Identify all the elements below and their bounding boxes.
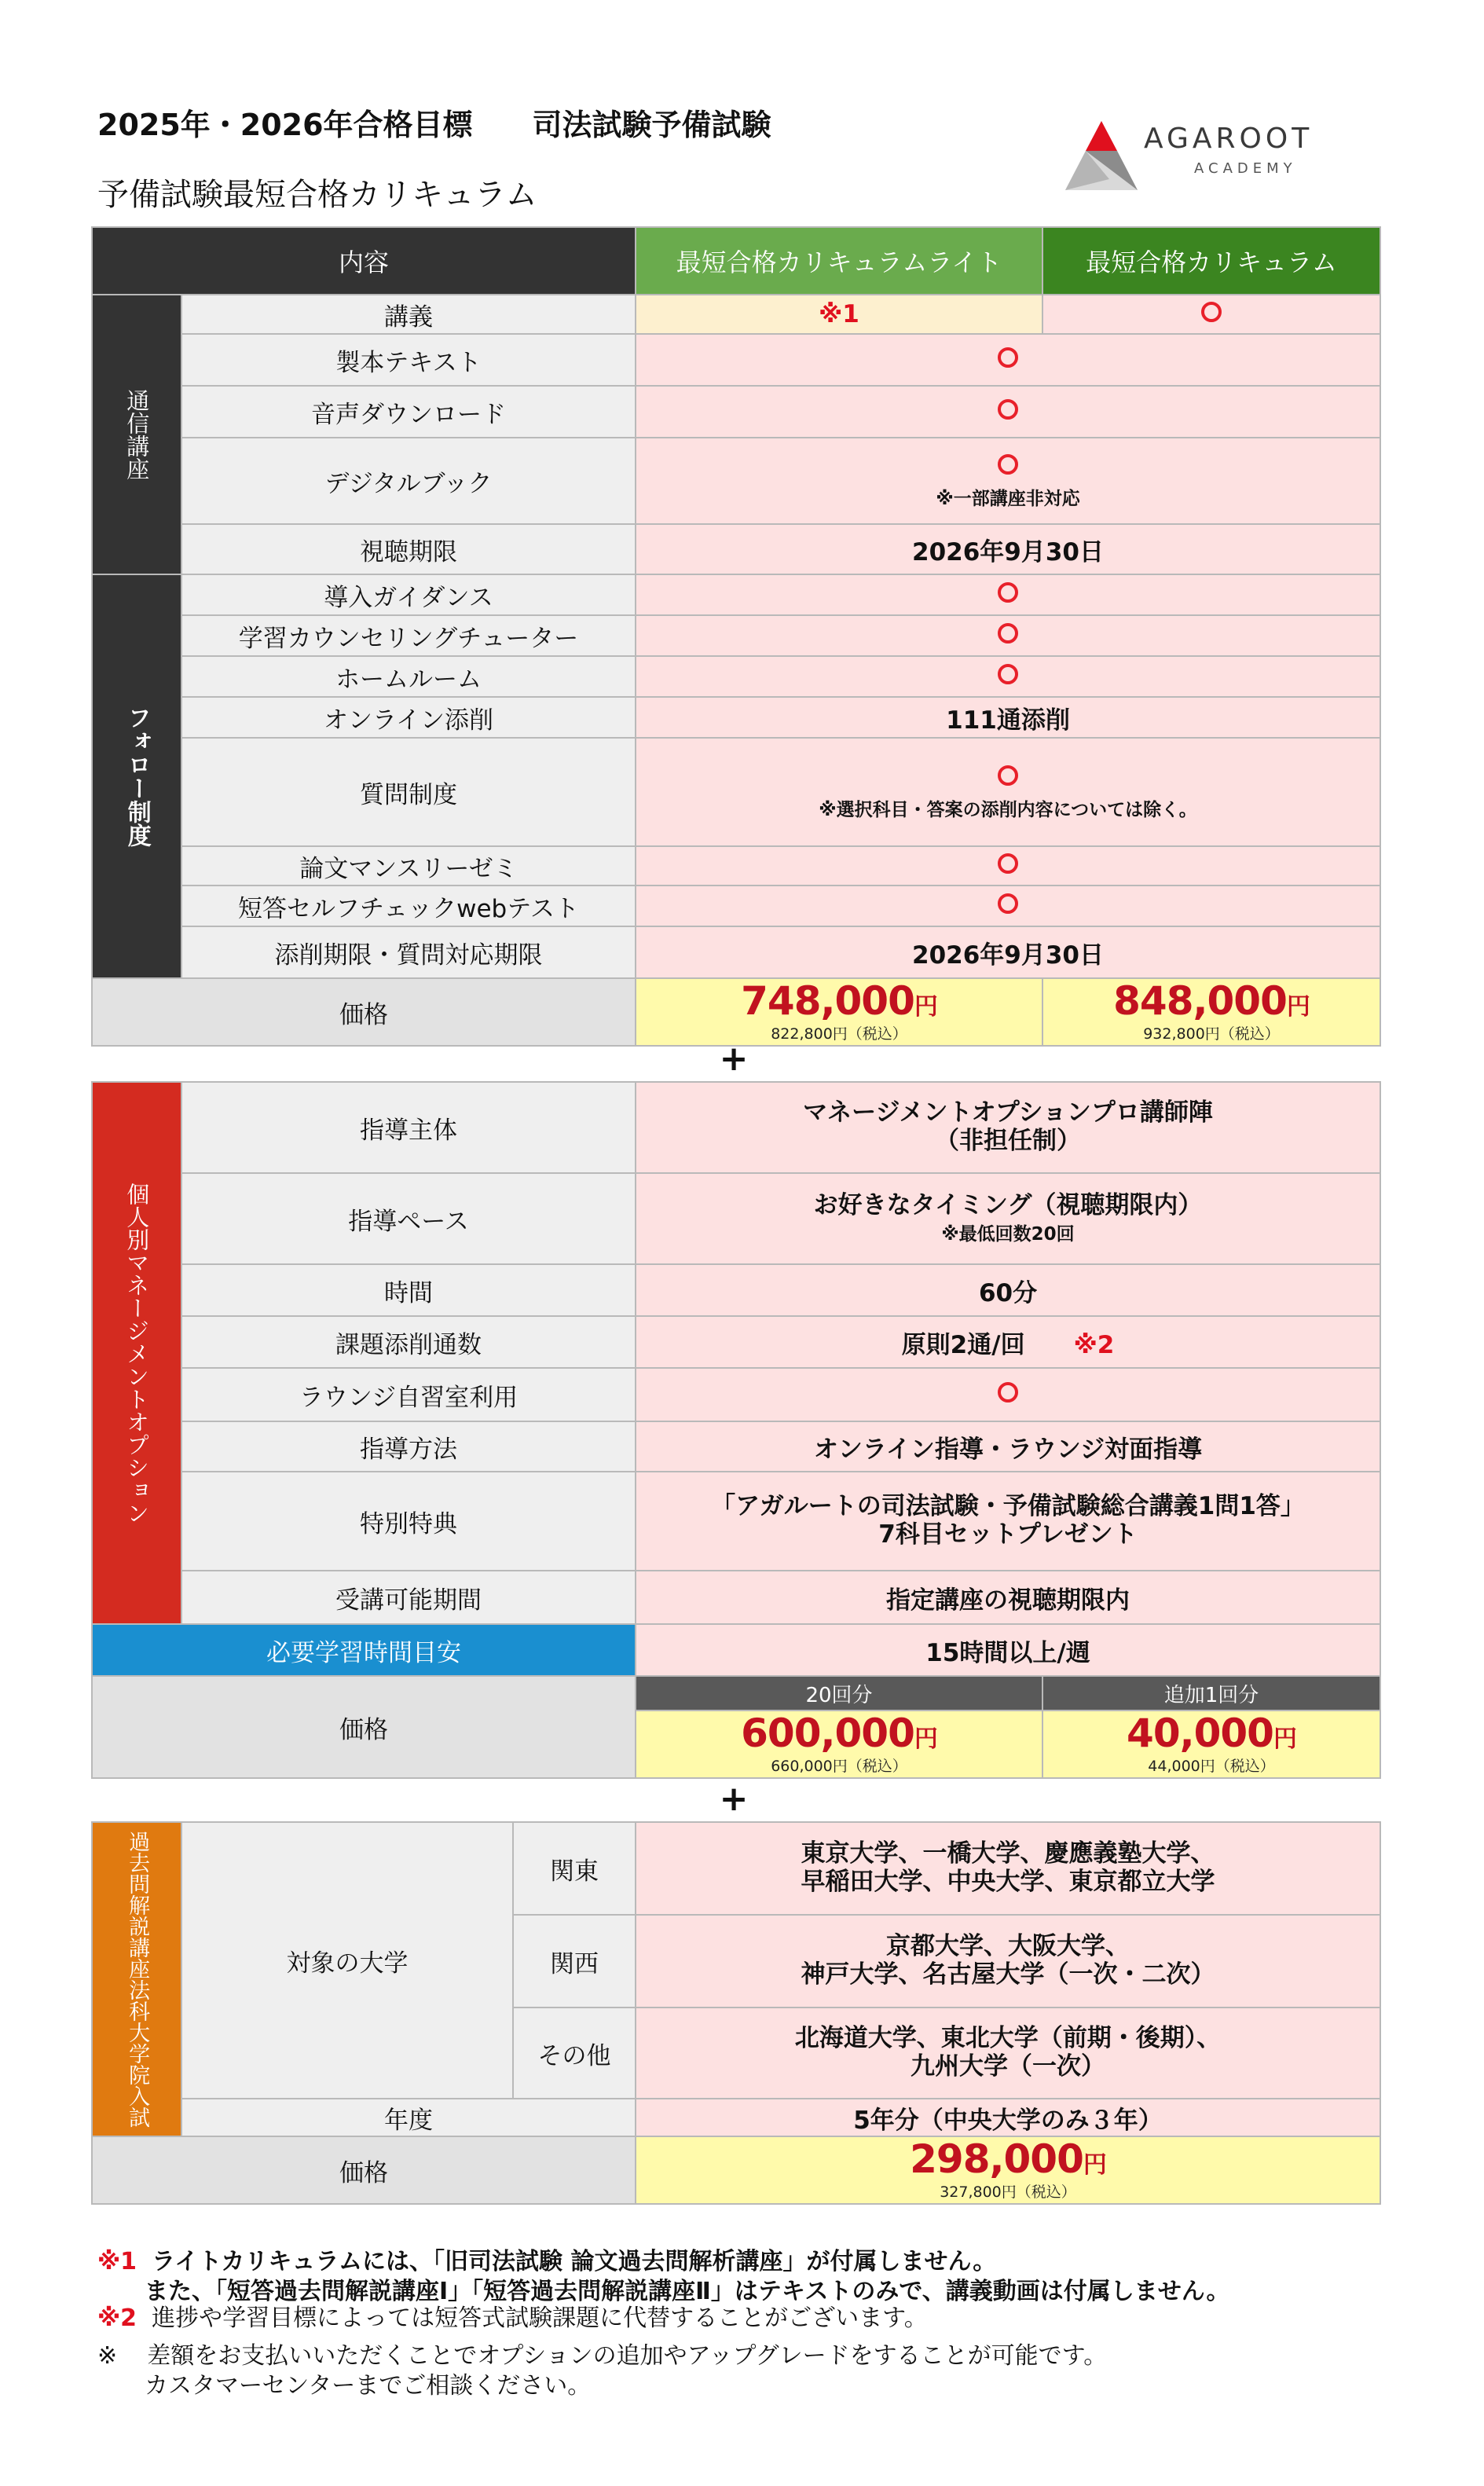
circle-icon	[998, 399, 1018, 420]
header-content: 内容	[92, 227, 636, 295]
view-period-value: 2026年9月30日	[636, 524, 1380, 574]
study-time-label: 必要学習時間目安	[92, 1624, 636, 1676]
row-homeroom-label: ホームルーム	[181, 656, 636, 697]
price2-b: 40,000円 44,000円（税込）	[1042, 1710, 1380, 1778]
time-value: 60分	[636, 1264, 1380, 1316]
row-time-label: 時間	[181, 1264, 636, 1316]
group-follow: フォロー制度	[92, 574, 181, 978]
price2-col-b: 追加1回分	[1042, 1676, 1380, 1710]
year-value: 5年分（中央大学のみ３年）	[636, 2099, 1380, 2136]
kanto-value: 東京大学、一橋大学、慶應義塾大学、 早稲田大学、中央大学、東京都立大学	[636, 1822, 1380, 1915]
circle-icon	[998, 582, 1018, 603]
deadline-value: 2026年9月30日	[636, 926, 1380, 978]
header-light-plan: 最短合格カリキュラムライト	[636, 227, 1042, 295]
logo-sub: ACADEMY	[1194, 160, 1297, 177]
textbook-value	[636, 334, 1380, 386]
row-period-label: 受講可能期間	[181, 1571, 636, 1624]
bonus-value: 「アガルートの司法試験・予備試験総合講義1問1答」 7科目セットプレゼント	[636, 1472, 1380, 1571]
monthly-value	[636, 846, 1380, 886]
page-title: 2025年・2026年合格目標 司法試験予備試験	[97, 108, 771, 142]
row-deadline-label: 添削期限・質問対応期限	[181, 926, 636, 978]
plus-sign: +	[719, 1039, 749, 1079]
online-value: 111通添削	[636, 697, 1380, 738]
other-value: 北海道大学、東北大学（前期・後期）、 九州大学（一次）	[636, 2008, 1380, 2099]
page-subtitle: 予備試験最短合格カリキュラム	[97, 177, 537, 213]
logo	[1062, 116, 1392, 195]
logo-name: AGAROOT	[1144, 123, 1314, 155]
kansai-value: 京都大学、大阪大学、 神戸大学、名古屋大学（一次・二次）	[636, 1915, 1380, 2008]
footnote-2: ※2 進捗や学習目標によっては短答式試験課題に代替することがございます。	[97, 2304, 928, 2332]
triangle-logo-icon	[1062, 116, 1141, 195]
method-value: オンライン指導・ラウンジ対面指導	[636, 1421, 1380, 1472]
price-full: 848,000円 932,800円（税込）	[1042, 978, 1380, 1046]
row-year-label: 年度	[181, 2099, 636, 2136]
row-method-label: 指導方法	[181, 1421, 636, 1472]
group-management: 個人別マネージメントオプション	[92, 1082, 181, 1624]
row-digital-label: デジタルブック	[181, 438, 636, 524]
row-audio-label: 音声ダウンロード	[181, 386, 636, 438]
study-time-value: 15時間以上/週	[636, 1624, 1380, 1676]
row-question-label: 質問制度	[181, 738, 636, 846]
row-textbook-label: 製本テキスト	[181, 334, 636, 386]
lecture-light-note: ※1	[636, 295, 1042, 334]
assign-value: 原則2通/回 ※2	[636, 1316, 1380, 1368]
target-university-label: 対象の大学	[181, 1822, 513, 2099]
pace-value: お好きなタイミング（視聴期限内） ※最低回数20回	[636, 1173, 1380, 1264]
guidance-value	[636, 574, 1380, 615]
header-full-plan: 最短合格カリキュラム	[1042, 227, 1380, 295]
price2-label: 価格	[92, 1676, 636, 1778]
lounge-value	[636, 1368, 1380, 1421]
price-label: 価格	[92, 978, 636, 1046]
row-assign-label: 課題添削通数	[181, 1316, 636, 1368]
price2-a: 600,000円 660,000円（税込）	[636, 1710, 1042, 1778]
circle-icon	[1201, 302, 1222, 322]
circle-icon	[998, 1382, 1018, 1402]
row-leader-label: 指導主体	[181, 1082, 636, 1173]
row-lounge-label: ラウンジ自習室利用	[181, 1368, 636, 1421]
row-pace-label: 指導ペース	[181, 1173, 636, 1264]
lecture-full-value	[1042, 295, 1380, 334]
circle-icon	[998, 347, 1018, 368]
question-value: ※選択科目・答案の添削内容については除く。	[636, 738, 1380, 846]
price3-value: 298,000円 327,800円（税込）	[636, 2136, 1380, 2204]
row-monthly-label: 論文マンスリーゼミ	[181, 846, 636, 886]
region-kansai-label: 関西	[513, 1915, 636, 2008]
group-correspondence: 通信講座	[92, 295, 181, 574]
circle-icon	[998, 853, 1018, 874]
counseling-value	[636, 615, 1380, 656]
row-selfcheck-label: 短答セルフチェックwebテスト	[181, 886, 636, 926]
footnote-1: ※1 ライトカリキュラムには、「旧司法試験 論文過去問解析講座」が付属しません。 また、「短答過去問解説講座Ⅰ」「短答過去問解説講座Ⅱ」はテキストのみで、講義動画は付属しません。	[97, 2248, 1230, 2305]
circle-icon	[998, 765, 1018, 786]
row-online-label: オンライン添削	[181, 697, 636, 738]
circle-icon	[998, 893, 1018, 914]
row-bonus-label: 特別特典	[181, 1472, 636, 1571]
leader-value: マネージメントオプションプロ講師陣 （非担任制）	[636, 1082, 1380, 1173]
digital-value: ※一部講座非対応	[636, 438, 1380, 524]
footnote-3: ※ 差額をお支払いいただくことでオプションの追加やアップグレードをすることが可能です。 カスタマーセンターまでご相談ください。	[97, 2342, 1108, 2400]
row-guidance-label: 導入ガイダンス	[181, 574, 636, 615]
circle-icon	[998, 454, 1018, 475]
past-exam-table	[91, 1821, 1381, 2205]
homeroom-value	[636, 656, 1380, 697]
curriculum-table	[91, 226, 1381, 1047]
period-value: 指定講座の視聴期限内	[636, 1571, 1380, 1624]
plus-sign: +	[719, 1779, 749, 1819]
audio-value	[636, 386, 1380, 438]
row-counseling-label: 学習カウンセリングチューター	[181, 615, 636, 656]
row-view-period-label: 視聴期限	[181, 524, 636, 574]
region-other-label: その他	[513, 2008, 636, 2099]
region-kanto-label: 関東	[513, 1822, 636, 1915]
row-lecture-label: 講義	[181, 295, 636, 334]
price3-label: 価格	[92, 2136, 636, 2204]
circle-icon	[998, 623, 1018, 644]
circle-icon	[998, 664, 1018, 684]
price2-col-a: 20回分	[636, 1676, 1042, 1710]
selfcheck-value	[636, 886, 1380, 926]
group-past-exam: 過去問解説講座法科大学院入試	[92, 1822, 181, 2136]
management-option-table	[91, 1081, 1381, 1779]
price-light: 748,000円 822,800円（税込）	[636, 978, 1042, 1046]
